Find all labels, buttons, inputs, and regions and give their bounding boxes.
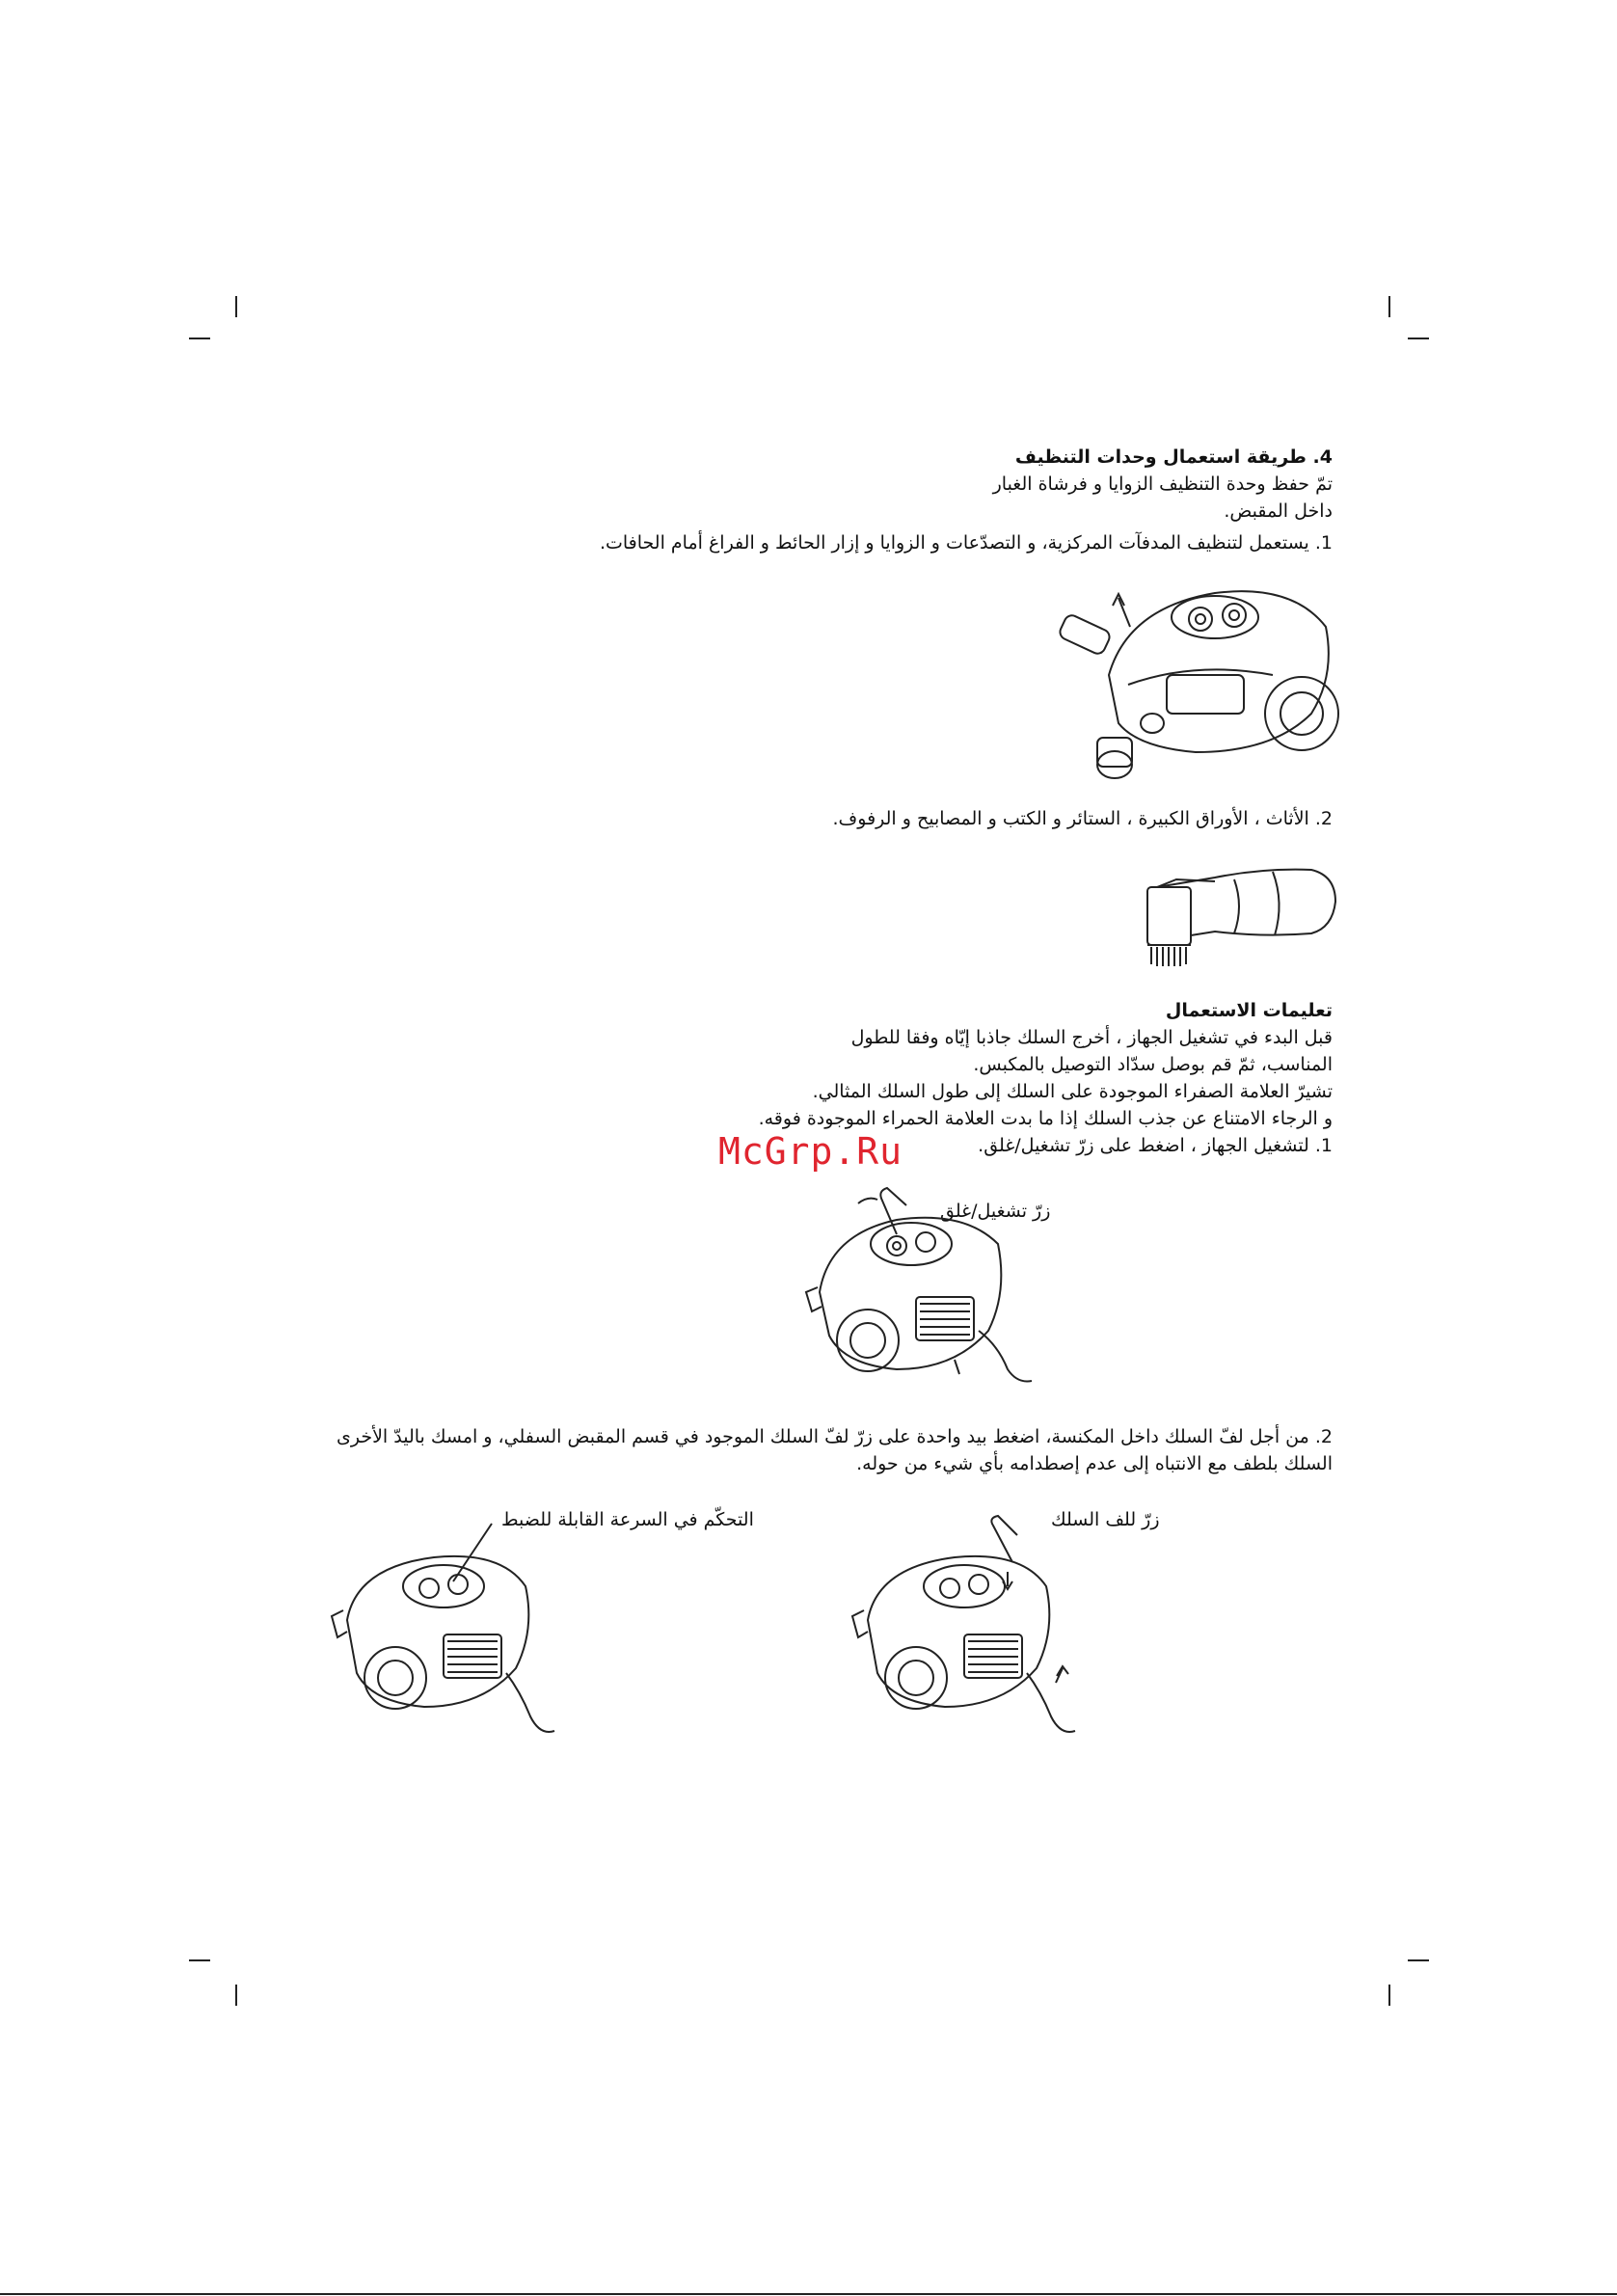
crop-mark-top-left	[235, 296, 237, 317]
crop-mark-bottom-right-h	[1408, 1959, 1429, 1961]
crop-mark-top-left-h	[189, 338, 210, 339]
usage-step2-line2: السلك بلطف مع الانتباه إلى عدم إصطدامه بأي شيء من حوله.	[856, 1453, 1333, 1474]
label-power-button: زرّ تشغيل/غلق	[940, 1201, 1051, 1222]
crop-mark-bottom-right	[1388, 1985, 1390, 2006]
vacuum-speed-control-illustration	[328, 1514, 579, 1745]
crop-mark-bottom-left	[235, 1985, 237, 2006]
section4-item1: 1. يستعمل لتنظيف المدفآت المركزية، و التصدّعات و الزوايا و إزار الحائط و الفراغ أمام الحافات.	[599, 532, 1333, 554]
section4-intro-line2: داخل المقبض.	[1224, 500, 1333, 522]
section4-heading: 4. طريقة استعمال وحدات التنظيف	[1014, 446, 1333, 468]
crop-mark-top-right-h	[1408, 338, 1429, 339]
label-speed-control: التحكّم في السرعة القابلة للضبط	[501, 1509, 754, 1530]
label-cord-rewind-button: زرّ للف السلك	[1051, 1509, 1160, 1530]
usage-step2-line1: 2. من أجل لفّ السلك داخل المكنسة، اضغط بيد واحدة على زرّ لفّ السلك الموجود في قسم المقبض السفلي، و امسك باليدّ الأخرى	[336, 1426, 1333, 1447]
crop-mark-top-right	[1388, 296, 1390, 317]
vacuum-crevice-tool-illustration	[1051, 569, 1340, 781]
vacuum-cord-rewind-illustration	[849, 1514, 1099, 1745]
usage-line2: المناسب، ثمّ قم بوصل سدّاد التوصيل بالمكبس.	[973, 1054, 1333, 1075]
crop-mark-bottom-left-h	[189, 1959, 210, 1961]
usage-line1: قبل البدء في تشغيل الجهاز ، أخرج السلك جاذبا إيّاه وفقا للطول	[850, 1027, 1333, 1048]
dust-brush-illustration	[1118, 858, 1340, 984]
usage-line3: تشيرّ العلامة الصفراء الموجودة على السلك إلى طول السلك المثالي.	[812, 1081, 1333, 1102]
usage-step1: 1. لتشغيل الجهاز ، اضغط على زرّ تشغيل/غلق.	[978, 1135, 1333, 1156]
bottom-rule	[0, 2293, 1617, 2295]
section4-intro-line1: تمّ حفظ وحدة التنظيف الزوايا و فرشاة الغبار	[992, 473, 1333, 495]
section4-item2: 2. الأثاث ، الأوراق الكبيرة ، الستائر و الكتب و المصابيح و الرفوف.	[832, 808, 1333, 829]
watermark: McGrp.Ru	[718, 1130, 903, 1173]
usage-heading: تعليمات الاستعمال	[1165, 1000, 1333, 1021]
vacuum-power-button-illustration	[800, 1176, 1041, 1398]
usage-line4: و الرجاء الامتناع عن جذب السلك إذا ما بدت العلامة الحمراء الموجودة فوقه.	[758, 1108, 1333, 1129]
